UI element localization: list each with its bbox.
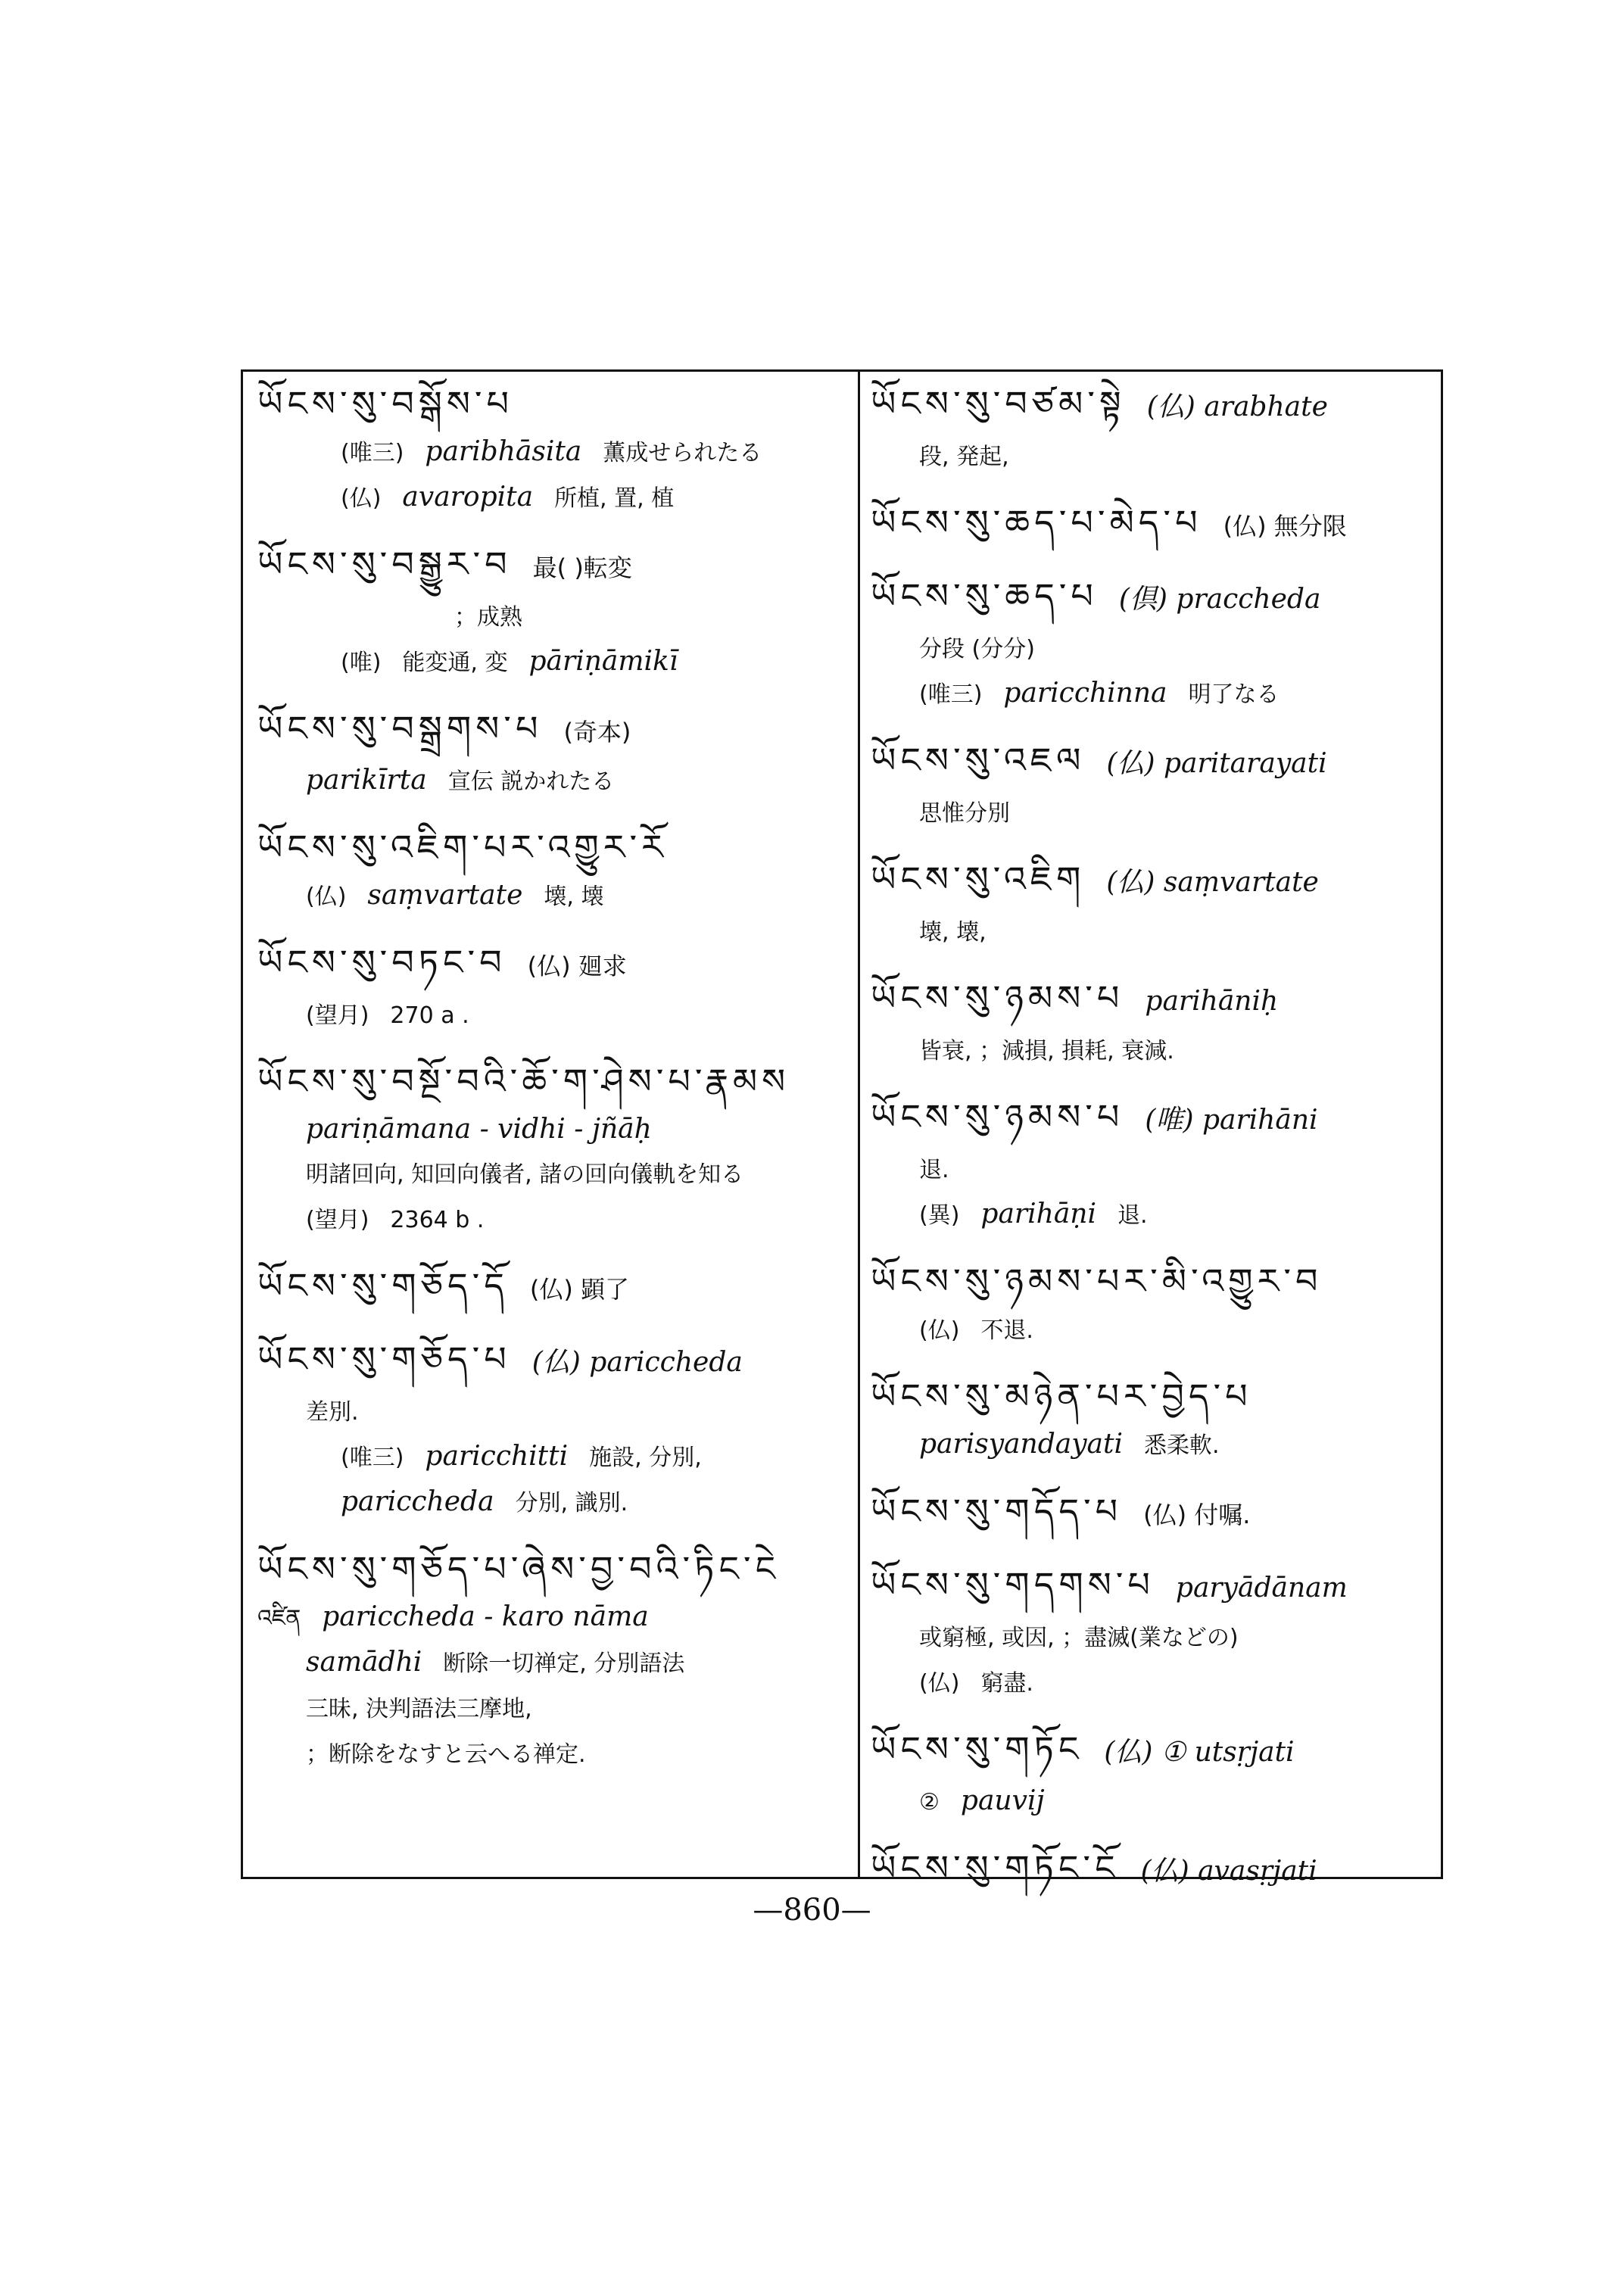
sanskrit-term: samādhi xyxy=(306,1647,422,1678)
sanskrit-term: pāriṇāmikī xyxy=(528,646,678,677)
japanese-gloss: 段, 発起, xyxy=(919,444,1009,470)
entry-line xyxy=(257,1641,848,1686)
sanskrit-term: pariccheda xyxy=(341,1486,494,1517)
right-column xyxy=(871,377,1461,1888)
sanskrit-term: paricchitti xyxy=(425,1441,569,1472)
headword-text: ཡོངས་སུ་གཏོང་ངོ xyxy=(871,1847,1120,1888)
headword-note: (倶) praccheda xyxy=(1118,584,1321,615)
dictionary-entry xyxy=(257,821,848,919)
headword-text: ཡོངས་སུ་གདོད་པ xyxy=(871,1491,1123,1532)
japanese-gloss: 皆衰, ；減損, 損耗, 衰減. xyxy=(919,1038,1174,1064)
headword-text: ཡོངས་སུ་བསྒྱུར་བ xyxy=(257,544,512,584)
tibetan-headword xyxy=(871,1090,1461,1147)
source-abbrev: (唯三) xyxy=(341,1445,404,1471)
tibetan-headword xyxy=(257,1055,848,1108)
tibetan-headword xyxy=(257,936,848,993)
headword-note: (仏) pariccheda xyxy=(531,1347,743,1378)
entry-line xyxy=(257,1108,848,1152)
headword-note: (仏) 付嘱. xyxy=(1143,1501,1251,1529)
japanese-gloss: 退. xyxy=(919,1157,949,1183)
entry-line xyxy=(871,1615,1461,1660)
japanese-gloss: 差別. xyxy=(306,1399,359,1426)
entry-line xyxy=(257,594,848,640)
tibetan-headword xyxy=(871,496,1461,553)
entry-line xyxy=(871,1660,1461,1706)
column-divider xyxy=(858,369,860,1879)
headword-note: paryādānam xyxy=(1175,1572,1348,1604)
dictionary-entry xyxy=(871,377,1461,479)
entry-line xyxy=(871,672,1461,717)
headword-note: (唯) parihāni xyxy=(1145,1105,1318,1136)
entry-line xyxy=(257,640,848,685)
dictionary-entry xyxy=(871,1255,1461,1353)
japanese-gloss: ；成熟 xyxy=(454,604,522,631)
japanese-gloss: 断除一切禅定, 分別語法 xyxy=(443,1650,685,1677)
japanese-gloss: 明了なる xyxy=(1188,681,1280,708)
source-abbrev: (仏) xyxy=(919,1317,960,1344)
dictionary-entry xyxy=(871,496,1461,553)
dictionary-entry xyxy=(871,569,1461,717)
source-abbrev: (仏) xyxy=(919,1670,960,1697)
sanskrit-term: paribhāsita xyxy=(425,436,582,467)
entry-line xyxy=(871,1028,1461,1074)
headword-text: ཡོངས་སུ་འཇལ xyxy=(871,740,1086,781)
sanskrit-term: paricchinna xyxy=(1003,678,1167,709)
headword-text: ཡོངས་སུ་ཉམས་པར་མི་འགྱུར་བ xyxy=(871,1261,1323,1301)
headword-note: parihāniḥ xyxy=(1145,986,1279,1017)
dictionary-entry xyxy=(871,734,1461,836)
headword-text: ཡོངས་སུ་བསྒྲགས་པ xyxy=(257,708,543,749)
japanese-gloss: 宣伝 説かれたる xyxy=(447,768,615,795)
dictionary-entry xyxy=(257,538,848,685)
sanskrit-term: pariṇāmana - vidhi - jñāḥ xyxy=(306,1114,652,1145)
headword-note: (仏) avasṛjati xyxy=(1140,1856,1317,1887)
tibetan-headword xyxy=(257,702,848,759)
dictionary-entry xyxy=(871,1722,1461,1825)
entry-line xyxy=(257,759,848,804)
japanese-gloss: 明諸回向, 知回向儀者, 諸の回向儀軌を知る xyxy=(306,1161,744,1188)
source-abbrev: (異) xyxy=(919,1202,960,1229)
sanskrit-term: pariccheda - karo nāma xyxy=(322,1601,649,1632)
dictionary-entry xyxy=(257,1332,848,1526)
tibetan-headword xyxy=(871,1558,1461,1615)
tibetan-headword xyxy=(871,1485,1461,1541)
page-number: —860— xyxy=(753,1893,871,1928)
tibetan-headword xyxy=(871,1722,1461,1779)
headword-text: ཡོངས་སུ་ཆད་པ xyxy=(871,575,1098,616)
headword-text: ཡོངས་སུ་འཇིག་པར་འགྱུར་རོ xyxy=(257,827,668,868)
source-abbrev: (仏) xyxy=(341,485,382,512)
entry-line xyxy=(257,993,848,1038)
tibetan-headword xyxy=(257,1332,848,1389)
entry-line xyxy=(871,790,1461,836)
tibetan-headword xyxy=(871,377,1461,434)
dictionary-entry xyxy=(871,1841,1461,1898)
entry-line xyxy=(257,1389,848,1435)
japanese-gloss: 窮盡. xyxy=(980,1670,1033,1697)
headword-note: (仏) ① utsṛjati xyxy=(1104,1737,1295,1768)
tibetan-headword xyxy=(257,377,848,430)
dictionary-entry xyxy=(871,971,1461,1074)
japanese-gloss: 悉柔軟. xyxy=(1143,1432,1220,1459)
headword-text: ཡོངས་སུ་གཅོད་དོ xyxy=(257,1265,509,1306)
japanese-gloss: 分段 (分分) xyxy=(919,636,1035,662)
headword-text: ཡོངས་སུ་ཉམས་པ xyxy=(871,977,1124,1018)
tibetan-headword xyxy=(871,971,1461,1028)
entry-line xyxy=(871,434,1461,479)
entry-line xyxy=(257,1197,848,1242)
headword-text: ཡོངས་སུ་བསྒོས་པ xyxy=(257,383,514,424)
headword-text: ཡོངས་སུ་འཇིག xyxy=(871,859,1086,899)
tibetan-headword xyxy=(257,1542,848,1595)
dictionary-entry xyxy=(871,1558,1461,1706)
headword-text: ཡོངས་སུ་ཉམས་པ xyxy=(871,1096,1124,1137)
dictionary-entry xyxy=(257,1055,848,1242)
sanskrit-term: parihāṇi xyxy=(980,1198,1096,1230)
sanskrit-term: parikīrta xyxy=(306,765,427,796)
source-abbrev: (唯三) xyxy=(919,681,983,708)
entry-line xyxy=(257,1435,848,1480)
sanskrit-term: avaropita xyxy=(402,482,534,513)
tibetan-headword xyxy=(871,1370,1461,1423)
entry-line xyxy=(871,1779,1461,1825)
source-abbrev: (仏) xyxy=(306,884,347,910)
tibetan-headword xyxy=(257,1259,848,1316)
japanese-gloss: 或窮極, 或因, ；盡滅(業などの) xyxy=(919,1625,1239,1651)
entry-line xyxy=(871,1192,1461,1238)
entry-line xyxy=(257,874,848,919)
headword-text: ཡོངས་སུ་གཅོད་པ་ཞེས་བྱ་བའི་ཏིང་ངེ xyxy=(257,1548,781,1589)
tibetan-headword xyxy=(871,569,1461,626)
entry-line xyxy=(257,1731,848,1777)
entry-line xyxy=(871,1308,1461,1353)
tibetan-headword xyxy=(871,1841,1461,1898)
japanese-gloss: 薫成せられたる xyxy=(603,440,762,466)
japanese-gloss: 施設, 分別, xyxy=(589,1445,702,1471)
tibetan-headword xyxy=(871,1255,1461,1308)
japanese-gloss: ；断除をなすと云へる禅定. xyxy=(306,1741,586,1768)
dictionary-entry xyxy=(871,852,1461,955)
headword-text: ཡོངས་སུ་ཆད་པ་མེད་པ xyxy=(871,502,1202,543)
sanskrit-term: parisyandayati xyxy=(919,1429,1123,1460)
dictionary-entry xyxy=(871,1485,1461,1541)
headword-text: ཡོངས་སུ་བསྔོ་བའི་ཆོ་ག་ཤེས་པ་རྣམས xyxy=(257,1061,790,1102)
source-abbrev: ② xyxy=(919,1789,940,1816)
headword-text: ཡོངས་སུ་གཏོང xyxy=(871,1728,1083,1769)
japanese-gloss: 不退. xyxy=(980,1317,1033,1344)
source-abbrev: (望月) xyxy=(306,1002,369,1029)
japanese-gloss: 270 a . xyxy=(390,1002,469,1029)
headword-note: (仏) saṃvartate xyxy=(1106,867,1319,898)
headword-text: ཡོངས་སུ་གཅོད་པ xyxy=(257,1339,511,1379)
headword-note: (仏) 廻求 xyxy=(527,952,627,980)
dictionary-entry xyxy=(871,1370,1461,1468)
dictionary-entry xyxy=(257,1542,848,1777)
tibetan-headword xyxy=(871,852,1461,909)
japanese-gloss: 壊, 壊 xyxy=(544,884,604,910)
headword-note: (仏) 無分限 xyxy=(1223,512,1347,541)
source-abbrev: (望月) xyxy=(306,1207,369,1233)
headword-note: (仏) paritarayati xyxy=(1106,748,1327,779)
entry-line xyxy=(257,1480,848,1526)
sanskrit-term: pauvij xyxy=(960,1785,1045,1816)
headword-note: (仏) arabhate xyxy=(1146,391,1328,422)
source-abbrev: (唯) xyxy=(341,650,382,676)
japanese-gloss: 三昧, 決判語法三摩地, xyxy=(306,1696,532,1722)
japanese-gloss: 思惟分別 xyxy=(919,800,1010,827)
entry-line xyxy=(257,1686,848,1731)
entry-line xyxy=(257,430,848,475)
entry-line xyxy=(871,626,1461,672)
dictionary-entry xyxy=(257,702,848,804)
dictionary-entry xyxy=(257,1259,848,1316)
headword-note: 最( )転変 xyxy=(532,553,632,582)
tibetan-headword xyxy=(257,821,848,874)
headword-text: ཡོངས་སུ་གདགས་པ xyxy=(871,1564,1155,1605)
japanese-gloss: 壊, 壊, xyxy=(919,919,987,946)
tibetan-headword xyxy=(257,538,848,594)
entry-line xyxy=(871,909,1461,955)
entry-line xyxy=(257,1152,848,1197)
left-column xyxy=(257,377,848,1869)
source-abbrev: འཛིན xyxy=(257,1605,301,1632)
japanese-gloss: 退. xyxy=(1117,1202,1148,1229)
tibetan-headword xyxy=(871,734,1461,790)
entry-line xyxy=(871,1147,1461,1192)
sanskrit-term: saṃvartate xyxy=(367,880,523,911)
japanese-gloss: 所植, 置, 植 xyxy=(554,485,675,512)
dictionary-entry xyxy=(871,1090,1461,1238)
entry-line xyxy=(871,1423,1461,1468)
dictionary-entry xyxy=(257,936,848,1038)
japanese-gloss: 分別, 識別. xyxy=(515,1490,628,1516)
entry-line xyxy=(257,1595,848,1641)
source-abbrev: (唯三) xyxy=(341,440,404,466)
headword-text: ཡོངས་སུ་བཏང་བ xyxy=(257,942,507,983)
headword-note: (仏) 顕了 xyxy=(529,1275,630,1304)
headword-text: ཡོངས་སུ་བཙམ་སྟེ xyxy=(871,383,1126,424)
japanese-gloss: 2364 b . xyxy=(390,1207,485,1233)
dictionary-entry xyxy=(257,377,848,521)
headword-note: (奇本) xyxy=(563,718,631,746)
headword-text: ཡོངས་སུ་མཉེན་པར་བྱེད་པ xyxy=(871,1376,1252,1417)
entry-line xyxy=(257,475,848,521)
japanese-gloss: 能変通, 変 xyxy=(402,650,508,676)
